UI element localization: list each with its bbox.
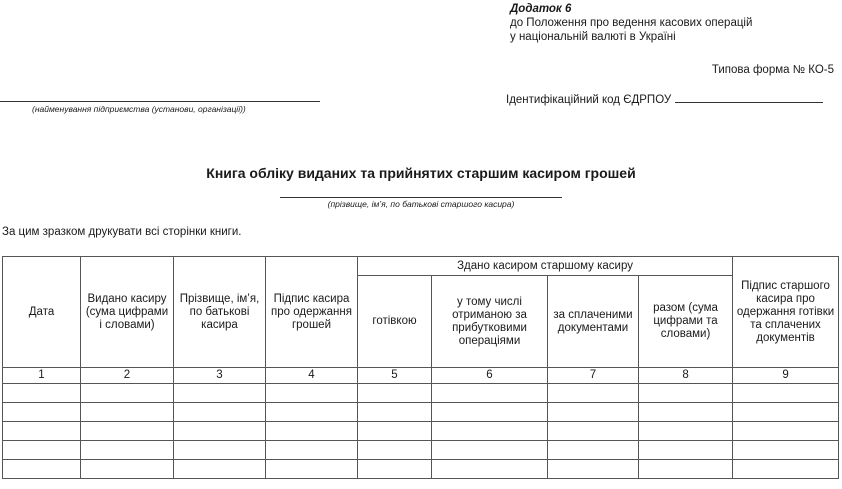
- column-number: 4: [266, 368, 358, 384]
- header-date: Дата: [3, 257, 81, 368]
- annex-block: [510, 2, 752, 44]
- annex-line-1: до Положення про ведення касових операцій: [510, 17, 753, 29]
- book-title: Книга обліку виданих та прийнятих старшим касиром грошей: [206, 165, 636, 181]
- column-number: 3: [174, 368, 266, 384]
- table-row: [3, 403, 839, 422]
- annex-line-2: у національній валюті в Україні: [510, 31, 676, 43]
- organization-caption: (найменування підприємства (установи, організації)): [32, 104, 246, 114]
- column-number: 1: [3, 368, 81, 384]
- header-cashier-signature: Підпис касира про одержання грошей: [266, 257, 358, 368]
- edrpou-field: [506, 92, 823, 106]
- annex-title: Додаток 6: [510, 3, 572, 15]
- senior-cashier-name-caption: (прізвище, ім’я, по батькові старшого касира): [327, 199, 515, 209]
- column-number: 6: [432, 368, 548, 384]
- header-incoming-ops: у тому числі отриманою за прибутковими операціями: [432, 276, 548, 368]
- column-number: 7: [548, 368, 639, 384]
- column-number-row: [3, 368, 839, 384]
- header-senior-signature: Підпис старшого касира про одержання готівки та сплачених документів: [733, 257, 839, 368]
- column-number: 2: [81, 368, 174, 384]
- header-total: разом (сума цифрами та словами): [639, 276, 733, 368]
- header-cashier-name: Прізвище, ім’я, по батькові касира: [174, 257, 266, 368]
- table-row: [3, 460, 839, 479]
- header-paid-documents: за сплаченими документами: [548, 276, 639, 368]
- table-row: [3, 384, 839, 403]
- edrpou-blank: [675, 92, 823, 103]
- ledger-table: [2, 256, 839, 479]
- column-number: 9: [733, 368, 839, 384]
- table-row: [3, 441, 839, 460]
- organization-line: [0, 101, 320, 102]
- table-row: [3, 422, 839, 441]
- column-number: 5: [358, 368, 432, 384]
- header-cash: готівкою: [358, 276, 432, 368]
- header-issued: Видано касиру (сума цифрами і словами): [81, 257, 174, 368]
- form-type: Типова форма № КО-5: [711, 64, 834, 76]
- header-group-handed-over: Здано касиром старшому касиру: [358, 257, 733, 276]
- edrpou-label: Ідентифікаційний код ЄДРПОУ: [506, 94, 672, 106]
- senior-cashier-name-line: [280, 197, 562, 198]
- print-note: За цим зразком друкувати всі сторінки книги.: [2, 226, 242, 238]
- column-number: 8: [639, 368, 733, 384]
